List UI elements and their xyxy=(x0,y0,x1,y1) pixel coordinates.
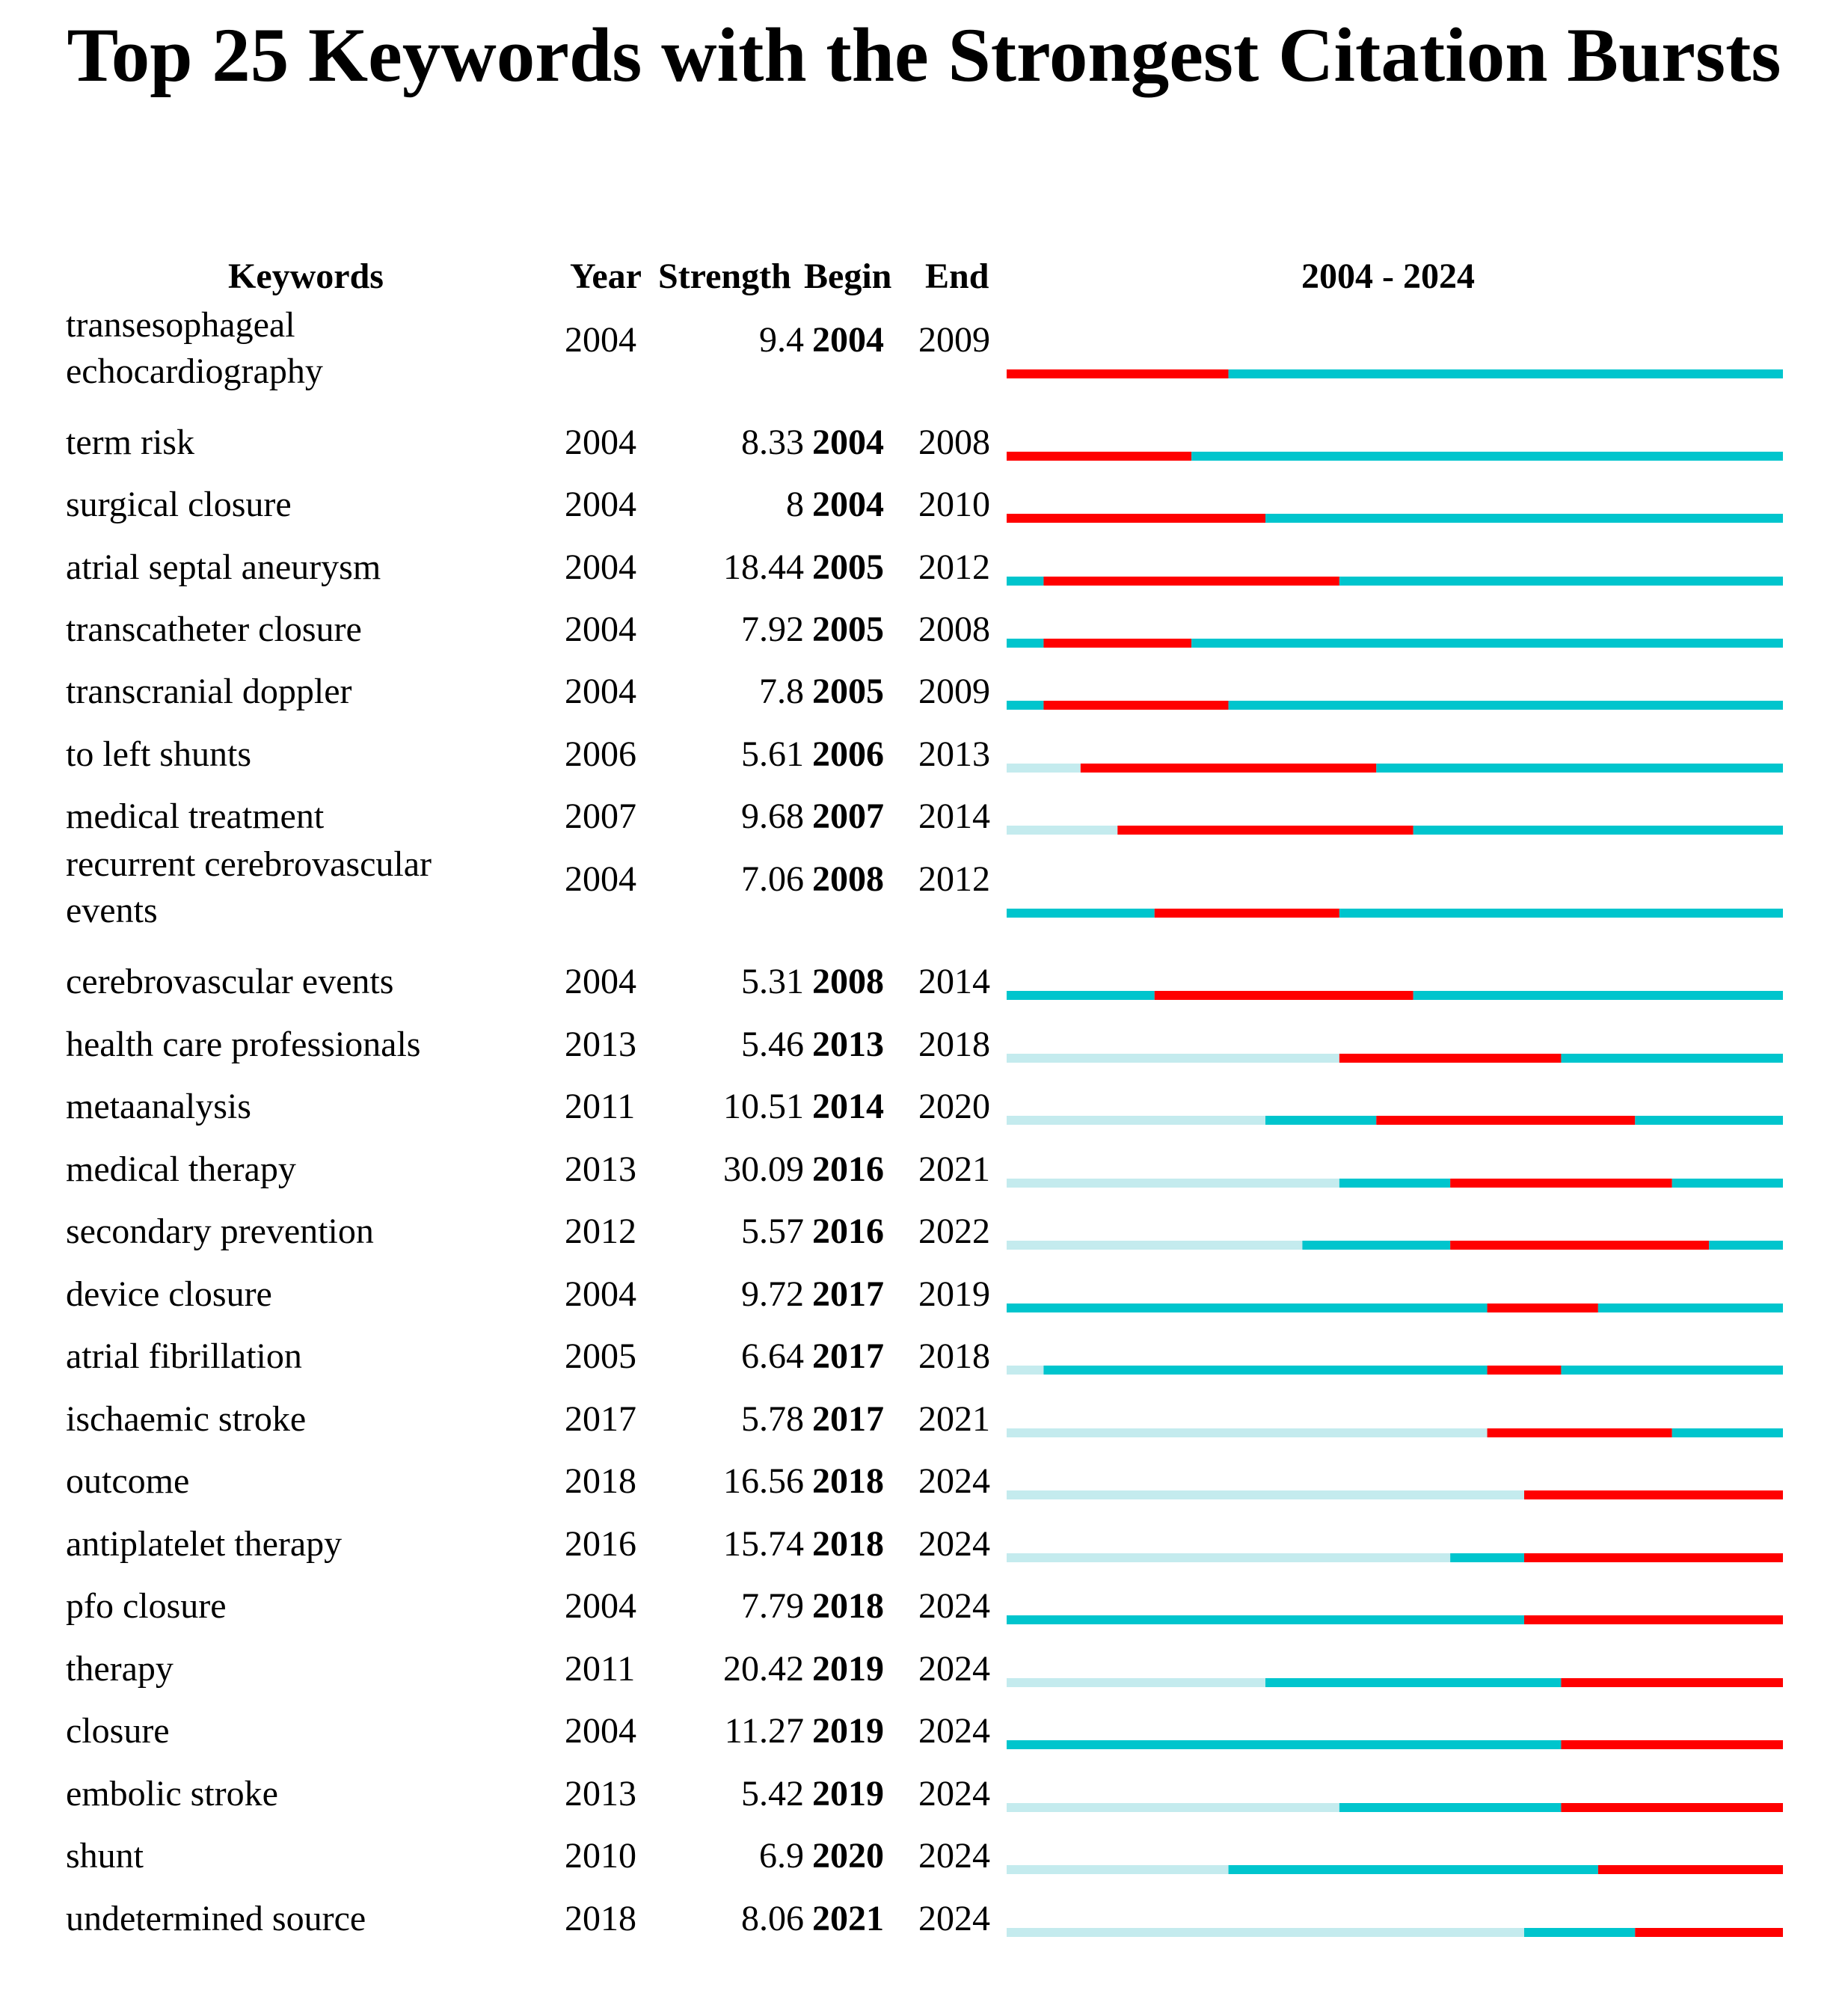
year-value: 2004 xyxy=(565,320,636,360)
begin-value: 2017 xyxy=(812,1274,884,1314)
begin-value: 2019 xyxy=(812,1711,884,1751)
burst-segment xyxy=(1007,369,1229,378)
header-end: End xyxy=(925,257,989,296)
begin-value: 2019 xyxy=(812,1774,884,1814)
strength-value: 5.46 xyxy=(741,1025,804,1064)
strength-value: 18.44 xyxy=(723,547,804,587)
end-value: 2022 xyxy=(918,1212,990,1251)
end-value: 2024 xyxy=(918,1461,990,1501)
strength-value: 7.79 xyxy=(741,1586,804,1626)
keyword-label: therapy xyxy=(66,1649,174,1689)
header-year: Year xyxy=(570,257,642,296)
keyword-label: undetermined source xyxy=(66,1899,366,1938)
strength-value: 11.27 xyxy=(724,1711,804,1751)
keyword-label: medical treatment xyxy=(66,796,325,836)
active-segment xyxy=(1007,639,1043,648)
begin-value: 2014 xyxy=(812,1087,884,1126)
strength-value: 10.51 xyxy=(723,1087,804,1126)
keyword-label: atrial fibrillation xyxy=(66,1336,302,1376)
active-segment xyxy=(1007,577,1043,586)
begin-value: 2005 xyxy=(812,672,884,711)
keyword-label: secondary prevention xyxy=(66,1212,374,1251)
end-value: 2024 xyxy=(918,1774,990,1814)
begin-value: 2016 xyxy=(812,1212,884,1251)
active-segment xyxy=(1561,1054,1783,1063)
strength-value: 5.78 xyxy=(741,1399,804,1439)
active-segment xyxy=(1229,369,1783,378)
burst-segment xyxy=(1043,701,1228,710)
keyword-label: closure xyxy=(66,1711,170,1751)
active-segment xyxy=(1598,1304,1783,1312)
keyword-label: cerebrovascular events xyxy=(66,962,394,1001)
year-value: 2010 xyxy=(565,1836,636,1876)
end-value: 2024 xyxy=(918,1899,990,1938)
keyword-label: atrial septal aneurysm xyxy=(66,547,381,587)
keyword-label: transcatheter closure xyxy=(66,609,362,649)
inactive-segment xyxy=(1007,1179,1339,1188)
burst-segment xyxy=(1155,909,1339,918)
burst-segment xyxy=(1488,1304,1598,1312)
end-value: 2024 xyxy=(918,1649,990,1689)
keyword-label: pfo closure xyxy=(66,1586,227,1626)
year-value: 2006 xyxy=(565,734,636,774)
year-value: 2004 xyxy=(565,859,636,899)
active-segment xyxy=(1524,1928,1635,1937)
burst-segment xyxy=(1007,452,1191,461)
keyword-label: metaanalysis xyxy=(66,1087,251,1126)
year-value: 2013 xyxy=(565,1025,636,1064)
inactive-segment xyxy=(1007,1428,1488,1437)
begin-value: 2005 xyxy=(812,547,884,587)
inactive-segment xyxy=(1007,1490,1524,1499)
begin-value: 2004 xyxy=(812,320,884,360)
burst-segment xyxy=(1043,577,1339,586)
active-segment xyxy=(1672,1179,1783,1188)
strength-value: 9.68 xyxy=(741,796,804,836)
end-value: 2012 xyxy=(918,547,990,587)
begin-value: 2013 xyxy=(812,1025,884,1064)
end-value: 2021 xyxy=(918,1399,990,1439)
year-value: 2004 xyxy=(565,962,636,1001)
inactive-segment xyxy=(1007,1678,1265,1687)
active-segment xyxy=(1007,701,1043,710)
year-value: 2004 xyxy=(565,1711,636,1751)
year-value: 2013 xyxy=(565,1149,636,1189)
strength-value: 8.33 xyxy=(741,423,804,462)
end-value: 2014 xyxy=(918,796,990,836)
active-segment xyxy=(1302,1241,1450,1250)
keyword-label: medical therapy xyxy=(66,1149,296,1189)
keyword-label: shunt xyxy=(66,1836,144,1876)
end-value: 2009 xyxy=(918,320,990,360)
end-value: 2024 xyxy=(918,1836,990,1876)
keyword-label: antiplatelet therapy xyxy=(66,1524,343,1564)
chart-title: Top 25 Keywords with the Strongest Citation Bursts xyxy=(67,13,1781,98)
strength-value: 5.42 xyxy=(741,1774,804,1814)
keyword-label: transcranial doppler xyxy=(66,672,352,711)
burst-segment xyxy=(1598,1865,1783,1874)
strength-value: 16.56 xyxy=(723,1461,804,1501)
strength-value: 5.57 xyxy=(741,1212,804,1251)
strength-value: 15.74 xyxy=(723,1524,804,1564)
year-value: 2018 xyxy=(565,1461,636,1501)
year-value: 2017 xyxy=(565,1399,636,1439)
burst-segment xyxy=(1376,1116,1635,1125)
keyword-label: health care professionals xyxy=(66,1025,421,1064)
burst-segment xyxy=(1635,1928,1783,1937)
end-value: 2024 xyxy=(918,1711,990,1751)
begin-value: 2018 xyxy=(812,1586,884,1626)
year-value: 2004 xyxy=(565,672,636,711)
strength-value: 20.42 xyxy=(723,1649,804,1689)
active-segment xyxy=(1339,577,1783,586)
active-segment xyxy=(1265,1678,1561,1687)
burst-segment xyxy=(1007,514,1265,523)
burst-segment xyxy=(1450,1179,1672,1188)
inactive-segment xyxy=(1007,826,1117,835)
strength-value: 8 xyxy=(786,485,804,524)
burst-segment xyxy=(1081,764,1376,773)
header-strength: Strength xyxy=(658,257,791,296)
active-segment xyxy=(1413,826,1783,835)
burst-segment xyxy=(1561,1678,1783,1687)
active-segment xyxy=(1191,452,1783,461)
begin-value: 2004 xyxy=(812,423,884,462)
active-segment xyxy=(1561,1366,1783,1375)
active-segment xyxy=(1413,991,1783,1000)
active-segment xyxy=(1265,514,1783,523)
active-segment xyxy=(1007,909,1155,918)
strength-value: 9.72 xyxy=(741,1274,804,1314)
strength-value: 8.06 xyxy=(741,1899,804,1938)
year-value: 2004 xyxy=(565,547,636,587)
burst-segment xyxy=(1339,1054,1562,1063)
keyword-label: recurrent cerebrovascular events xyxy=(66,844,432,930)
active-segment xyxy=(1229,1865,1598,1874)
active-segment xyxy=(1007,1740,1561,1749)
active-segment xyxy=(1635,1116,1783,1125)
strength-value: 6.64 xyxy=(741,1336,804,1376)
burst-segment xyxy=(1561,1803,1783,1812)
active-segment xyxy=(1672,1428,1783,1437)
inactive-segment xyxy=(1007,1366,1043,1375)
begin-value: 2004 xyxy=(812,485,884,524)
end-value: 2010 xyxy=(918,485,990,524)
active-segment xyxy=(1229,701,1783,710)
strength-value: 30.09 xyxy=(723,1149,804,1189)
burst-segment xyxy=(1488,1366,1562,1375)
inactive-segment xyxy=(1007,1928,1524,1937)
burst-segment xyxy=(1117,826,1413,835)
header-range: 2004 - 2024 xyxy=(1301,257,1475,296)
year-value: 2007 xyxy=(565,796,636,836)
end-value: 2008 xyxy=(918,609,990,649)
year-value: 2018 xyxy=(565,1899,636,1938)
strength-value: 9.4 xyxy=(759,320,804,360)
end-value: 2009 xyxy=(918,672,990,711)
strength-value: 5.61 xyxy=(741,734,804,774)
year-value: 2004 xyxy=(565,423,636,462)
begin-value: 2005 xyxy=(812,609,884,649)
inactive-segment xyxy=(1007,1116,1265,1125)
burst-segment xyxy=(1043,639,1191,648)
strength-value: 6.9 xyxy=(759,1836,804,1876)
inactive-segment xyxy=(1007,1241,1302,1250)
active-segment xyxy=(1339,1803,1562,1812)
begin-value: 2008 xyxy=(812,962,884,1001)
keyword-label: ischaemic stroke xyxy=(66,1399,307,1439)
begin-value: 2006 xyxy=(812,734,884,774)
end-value: 2024 xyxy=(918,1524,990,1564)
end-value: 2008 xyxy=(918,423,990,462)
inactive-segment xyxy=(1007,1865,1229,1874)
inactive-segment xyxy=(1007,1054,1339,1063)
header-begin: Begin xyxy=(804,257,892,296)
year-value: 2005 xyxy=(565,1336,636,1376)
active-segment xyxy=(1043,1366,1487,1375)
burst-segment xyxy=(1524,1615,1783,1624)
year-value: 2011 xyxy=(565,1649,636,1689)
begin-value: 2019 xyxy=(812,1649,884,1689)
burst-segment xyxy=(1155,991,1413,1000)
burst-segment xyxy=(1450,1241,1709,1250)
strength-value: 7.8 xyxy=(759,672,804,711)
year-value: 2012 xyxy=(565,1212,636,1251)
active-segment xyxy=(1007,1615,1524,1624)
active-segment xyxy=(1007,1304,1488,1312)
keyword-label: transesophageal echocardiography xyxy=(66,305,323,391)
begin-value: 2008 xyxy=(812,859,884,899)
end-value: 2019 xyxy=(918,1274,990,1314)
active-segment xyxy=(1339,1179,1450,1188)
begin-value: 2017 xyxy=(812,1336,884,1376)
begin-value: 2018 xyxy=(812,1524,884,1564)
active-segment xyxy=(1191,639,1783,648)
keyword-label: surgical closure xyxy=(66,485,292,524)
begin-value: 2007 xyxy=(812,796,884,836)
keyword-label: term risk xyxy=(66,423,194,462)
keyword-label: device closure xyxy=(66,1274,272,1314)
end-value: 2018 xyxy=(918,1336,990,1376)
keyword-label: outcome xyxy=(66,1461,190,1501)
year-value: 2004 xyxy=(565,485,636,524)
year-value: 2013 xyxy=(565,1774,636,1814)
active-segment xyxy=(1376,764,1783,773)
begin-value: 2021 xyxy=(812,1899,884,1938)
end-value: 2012 xyxy=(918,859,990,899)
begin-value: 2020 xyxy=(812,1836,884,1876)
strength-value: 7.92 xyxy=(741,609,804,649)
year-value: 2004 xyxy=(565,609,636,649)
inactive-segment xyxy=(1007,1803,1339,1812)
active-segment xyxy=(1339,909,1783,918)
end-value: 2013 xyxy=(918,734,990,774)
burst-segment xyxy=(1524,1490,1783,1499)
burst-segment xyxy=(1488,1428,1672,1437)
burst-segment xyxy=(1561,1740,1783,1749)
year-value: 2004 xyxy=(565,1274,636,1314)
keyword-label: embolic stroke xyxy=(66,1774,278,1814)
year-value: 2011 xyxy=(565,1087,636,1126)
active-segment xyxy=(1709,1241,1783,1250)
inactive-segment xyxy=(1007,1553,1450,1562)
active-segment xyxy=(1265,1116,1376,1125)
end-value: 2018 xyxy=(918,1025,990,1064)
active-segment xyxy=(1450,1553,1524,1562)
year-value: 2004 xyxy=(565,1586,636,1626)
end-value: 2020 xyxy=(918,1087,990,1126)
end-value: 2021 xyxy=(918,1149,990,1189)
end-value: 2014 xyxy=(918,962,990,1001)
end-value: 2024 xyxy=(918,1586,990,1626)
inactive-segment xyxy=(1007,764,1081,773)
burst-segment xyxy=(1524,1553,1783,1562)
begin-value: 2016 xyxy=(812,1149,884,1189)
strength-value: 7.06 xyxy=(741,859,804,899)
keyword-label: to left shunts xyxy=(66,734,251,774)
header-keywords: Keywords xyxy=(228,257,384,296)
begin-value: 2018 xyxy=(812,1461,884,1501)
year-value: 2016 xyxy=(565,1524,636,1564)
strength-value: 5.31 xyxy=(741,962,804,1001)
begin-value: 2017 xyxy=(812,1399,884,1439)
active-segment xyxy=(1007,991,1155,1000)
